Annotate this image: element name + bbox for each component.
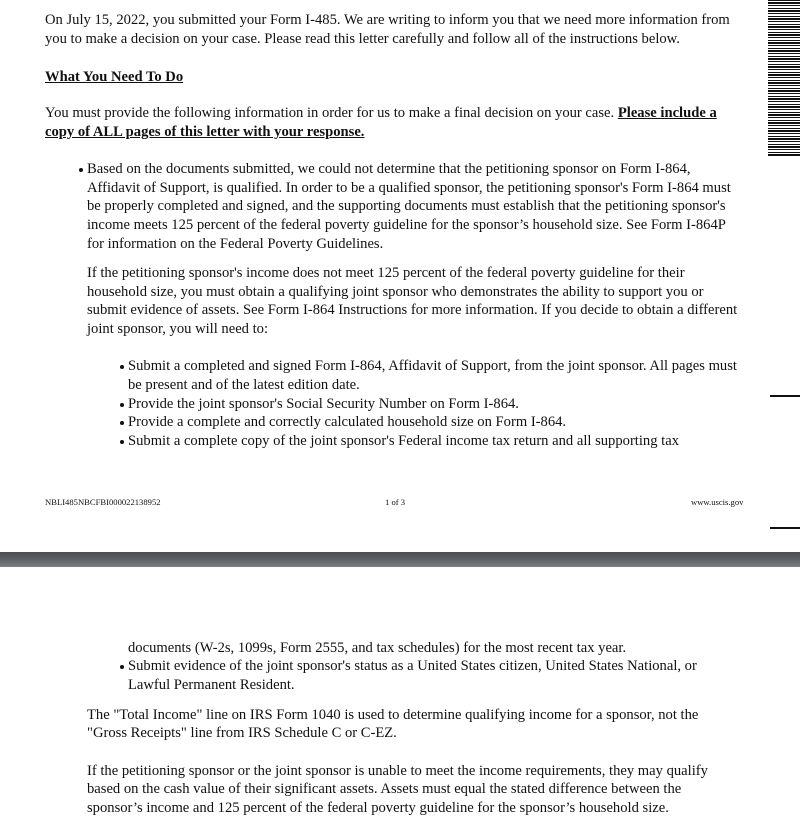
- bullet-text: Submit evidence of the joint sponsor's status as a United States citizen, United States National, or: [128, 658, 697, 674]
- include-letter-note: copy of ALL pages of this letter with your response.: [45, 124, 365, 140]
- intro-line: On July 15, 2022, you submitted your Form I-485. We are writing to inform you that we need more information from: [45, 12, 730, 28]
- footer-page-number: 1 of 3: [385, 497, 406, 507]
- footer-receipt-number: NBLI485NBCFBI000022138952: [45, 497, 161, 507]
- provide-line: [45, 104, 717, 123]
- intro-line: you to make a decision on your case. Please read this letter carefully and follow all of the instructions below.: [45, 31, 680, 47]
- paragraph-line: household size, you must obtain a qualifying joint sponsor who demonstrates the ability to support you or: [87, 284, 704, 300]
- paragraph-line: based on the cash value of their significant assets. Assets must equal the stated difference between the: [87, 781, 682, 797]
- barcode: [768, 0, 800, 156]
- bullet-dot: [120, 421, 124, 425]
- sub-bullet-item: [128, 657, 697, 676]
- bullet-text: documents (W-2s, 1099s, Form 2555, and tax schedules) for the most recent tax year.: [128, 640, 627, 656]
- sub-bullet-item: [128, 395, 519, 414]
- paragraph-line: joint sponsor, you will need to:: [87, 321, 269, 337]
- letter-page-2: [0, 567, 800, 829]
- sub-bullet-item: [128, 413, 566, 432]
- bullet-dot: [120, 440, 124, 444]
- page-edge-mark: [770, 527, 800, 529]
- bullet-text: Affidavit of Support, is qualified. In order to be a qualified sponsor, the petitioning sponsor's Form I-864 must: [87, 180, 731, 196]
- bullet-text: Provide the joint sponsor's Social Security Number on Form I-864.: [128, 396, 519, 412]
- bullet-text: be properly completed and signed, and the supporting documents must establish that the petitioning sponsor's: [87, 198, 726, 214]
- bullet-dot: [120, 365, 124, 369]
- sub-bullet-item: [128, 432, 679, 451]
- bullet-dot: [79, 168, 83, 172]
- bullet-text: Based on the documents submitted, we could not determine that the petitioning sponsor on Form I-864,: [87, 161, 691, 177]
- bullet-text: be present and of the latest edition date.: [128, 377, 360, 393]
- section-heading: What You Need To Do: [45, 69, 184, 85]
- bullet-item: [87, 160, 691, 179]
- provide-text: You must provide the following information in order for us to make a final decision on your case.: [45, 105, 618, 121]
- bullet-text: for information on the Federal Poverty Guidelines.: [87, 236, 384, 252]
- page-edge-mark: [770, 395, 800, 397]
- paragraph-line: If the petitioning sponsor's income does not meet 125 percent of the federal poverty guideline for their: [87, 265, 685, 281]
- include-letter-note: Please include a: [617, 105, 717, 121]
- paragraph-line: sponsor’s income and 125 percent of the federal poverty guideline for the sponsor’s household size.: [87, 800, 669, 816]
- bullet-dot: [120, 665, 124, 669]
- paragraph-line: "Gross Receipts" line from IRS Schedule C or C-EZ.: [87, 725, 397, 741]
- sub-bullet-item: [128, 357, 737, 376]
- paragraph-line: If the petitioning sponsor or the joint sponsor is unable to meet the income requirements, they may qualify: [87, 763, 708, 779]
- paragraph-line: submit evidence of assets. See Form I-864 Instructions for more information. If you decide to obtain a different: [87, 302, 738, 318]
- bullet-text: income meets 125 percent of the federal poverty guideline for the sponsor’s household size. See Form I-864P: [87, 217, 726, 233]
- paragraph-line: The "Total Income" line on IRS Form 1040 is used to determine qualifying income for a sponsor, not the: [87, 707, 699, 723]
- page-separator: [0, 552, 800, 567]
- bullet-text: Lawful Permanent Resident.: [128, 677, 295, 693]
- bullet-text: Submit a complete copy of the joint sponsor's Federal income tax return and all supporting tax: [128, 433, 679, 449]
- bullet-dot: [120, 403, 124, 407]
- footer-website: www.uscis.gov: [691, 497, 744, 507]
- bullet-text: Provide a complete and correctly calculated household size on Form I-864.: [128, 414, 567, 430]
- bullet-text: Submit a completed and signed Form I-864, Affidavit of Support, from the joint sponsor. All pages must: [128, 358, 737, 374]
